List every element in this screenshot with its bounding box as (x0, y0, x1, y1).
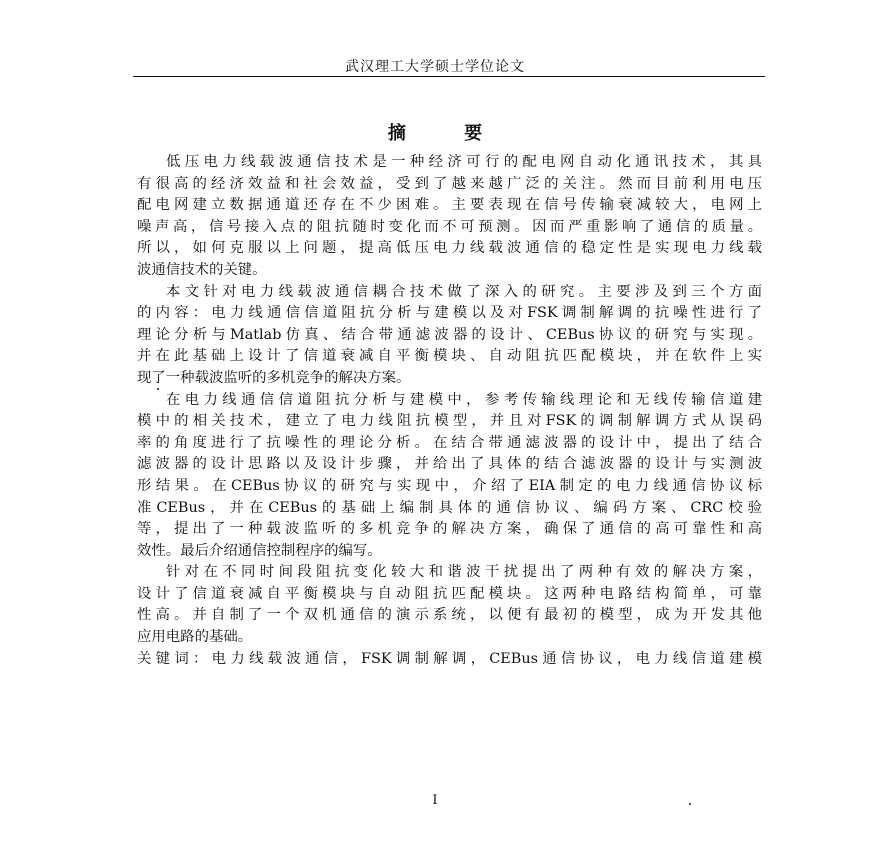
text-line: 率的角度进行了抗噪性的理论分析。在结合带通滤波器的设计中，提出了结合 (137, 434, 762, 451)
text-line: 本文针对电力线载波通信耦合技术做了深入的研究。主要涉及到三个方面 (166, 283, 762, 300)
page-number: I (432, 793, 438, 808)
text-line: 低压电力线载波通信技术是一种经济可行的配电网自动化通讯技术，其具 (166, 154, 762, 170)
paragraph-3 (137, 390, 762, 563)
text-line: 在电力线通信信道阻抗分析与建模中，参考传输线理论和无线传输信道建 (166, 391, 762, 408)
paragraph-2 (137, 282, 762, 390)
text-line: 应用电路的基础。 (137, 629, 253, 646)
text-line: 现了一种载波监听的多机竞争的解决方案。 (137, 369, 411, 386)
text-line: 配电网建立数据通道还存在不少困难。主要表现在信号传输衰减较大，电网上 (137, 197, 762, 214)
text-line: 所以，如何克服以上问题，提高低压电力线载波通信的稳定性是实现电力线载 (137, 240, 762, 257)
text-line: 等，提出了一种载波监听的多机竞争的解决方案，确保了通信的高可靠性和高 (137, 521, 762, 538)
text-line: 噪声高，信号接入点的阻抗随时变化而不可预测。因而严重影响了通信的质量。 (137, 218, 762, 235)
text-line: 形结果。在CEBus协议的研究与实现中，介绍了EIA制定的电力线通信协议标 (137, 477, 762, 494)
scan-speck (157, 388, 159, 390)
header-rule (133, 76, 765, 77)
text-line: 并在此基础上设计了信道衰减自平衡模块、自动阻抗匹配模块，并在软件上实 (137, 348, 762, 365)
text-line: 准CEBus，并在CEBus的基础上编制具体的通信协议、编码方案、CRC校验 (137, 499, 762, 516)
paragraph-4 (137, 562, 762, 648)
text-line: 针对在不同时间段阻抗变化较大和谐波干扰提出了两种有效的解决方案， (166, 564, 762, 581)
paragraph-1 (137, 152, 762, 282)
text-line: 效性。最后介绍通信控制程序的编写。 (137, 542, 382, 559)
scan-speck (689, 803, 691, 805)
keywords-line: 关键词：电力线载波通信，FSK调制解调，CEBus通信协议，电力线信道建模 (137, 650, 762, 667)
text-line: 波通信技术的关键。 (137, 261, 267, 278)
text-line: 有很高的经济效益和社会效益，受到了越来越广泛的关注。然而目前利用电压 (137, 175, 762, 192)
running-header: 武汉理工大学硕士学位论文 (345, 59, 525, 75)
text-line: 设计了信道衰减自平衡模块与自动阻抗匹配模块。这两种电路结构简单，可靠 (137, 585, 762, 602)
text-line: 的内容：电力线通信信道阻抗分析与建模以及对FSK调制解调的抗噪性进行了 (137, 305, 762, 322)
text-line: 理论分析与Matlab仿真、结合带通滤波器的设计、CEBus协议的研究与实现。 (137, 326, 762, 343)
abstract-title: 摘 要 (387, 123, 509, 144)
text-line: 模中的相关技术，建立了电力线阻抗模型，并且对FSK的调制解调方式从误码 (137, 413, 762, 430)
abstract-body (137, 152, 762, 670)
text-line: 滤波器的设计思路以及设计步骤，并给出了具体的结合滤波器的设计与实测波 (137, 456, 762, 473)
text-line: 性高。并自制了一个双机通信的演示系统，以便有最初的模型，成为开发其他 (137, 607, 762, 624)
